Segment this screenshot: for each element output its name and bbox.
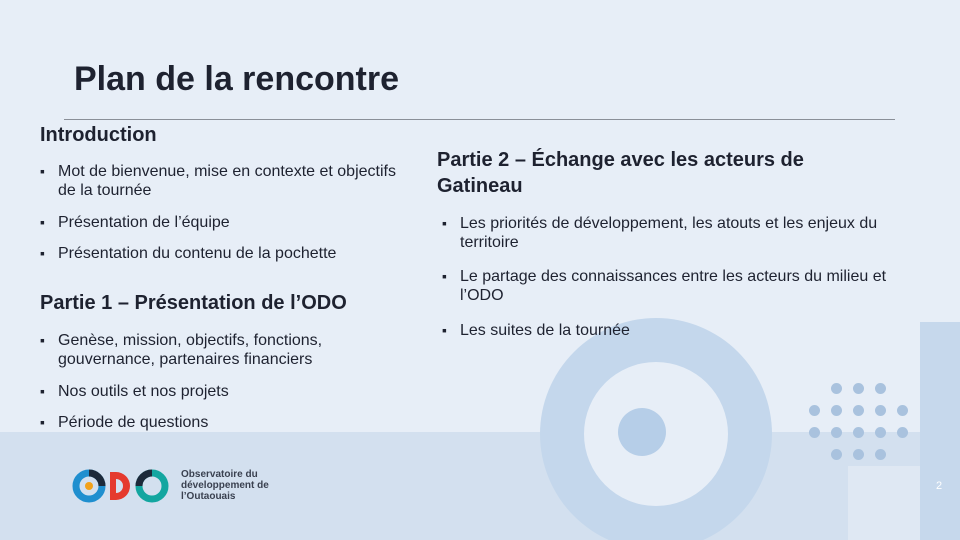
odo-logo-mark xyxy=(76,472,165,500)
list-item: ▪ Le partage des connaissances entre les acteurs du milieu et l’ODO xyxy=(442,267,900,305)
decorative-dot xyxy=(831,405,842,416)
decorative-dot xyxy=(831,449,842,460)
decorative-square xyxy=(848,466,920,540)
decorative-bar xyxy=(920,322,960,540)
list-item: ▪ Présentation du contenu de la pochette xyxy=(40,244,408,263)
list-item: ▪ Mot de bienvenue, mise en contexte et objectifs de la tournée xyxy=(40,162,408,200)
decorative-dot xyxy=(853,405,864,416)
decorative-dot xyxy=(875,449,886,460)
logo-name: Observatoire du développement de l’Outaouais xyxy=(181,469,269,502)
decorative-dot xyxy=(897,405,908,416)
decorative-circle xyxy=(618,408,666,456)
decorative-dot xyxy=(897,427,908,438)
page-number: 2 xyxy=(936,480,943,492)
decorative-dot xyxy=(853,427,864,438)
section-heading-partie-1: Partie 1 – Présentation de l’ODO xyxy=(40,292,347,314)
list-item: ▪ Les suites de la tournée xyxy=(442,321,900,340)
decorative-dot xyxy=(809,405,820,416)
decorative-dot xyxy=(875,427,886,438)
list-item: ▪ Nos outils et nos projets xyxy=(40,382,408,401)
logo-wordmark xyxy=(181,469,277,502)
section-heading-introduction: Introduction xyxy=(40,124,157,146)
decorative-dot xyxy=(831,383,842,394)
list-item: ▪ Présentation de l’équipe xyxy=(40,213,408,232)
list-item: ▪ Les priorités de développement, les atouts et les enjeux du territoire xyxy=(442,214,930,252)
decorative-dot xyxy=(875,383,886,394)
page-title: Plan de la rencontre xyxy=(74,60,399,98)
decorative-dot xyxy=(831,427,842,438)
decorative-dot xyxy=(875,405,886,416)
decorative-dot xyxy=(853,383,864,394)
title-divider xyxy=(64,119,895,120)
list-item: ▪ Période de questions xyxy=(40,413,408,432)
list-item: ▪ Genèse, mission, objectifs, fonctions, gouvernance, partenaires financiers xyxy=(40,331,388,369)
decorative-dot xyxy=(853,449,864,460)
decorative-dot xyxy=(809,427,820,438)
section-heading-partie-2: Partie 2 – Échange avec les acteurs de Gatineau xyxy=(437,149,804,197)
